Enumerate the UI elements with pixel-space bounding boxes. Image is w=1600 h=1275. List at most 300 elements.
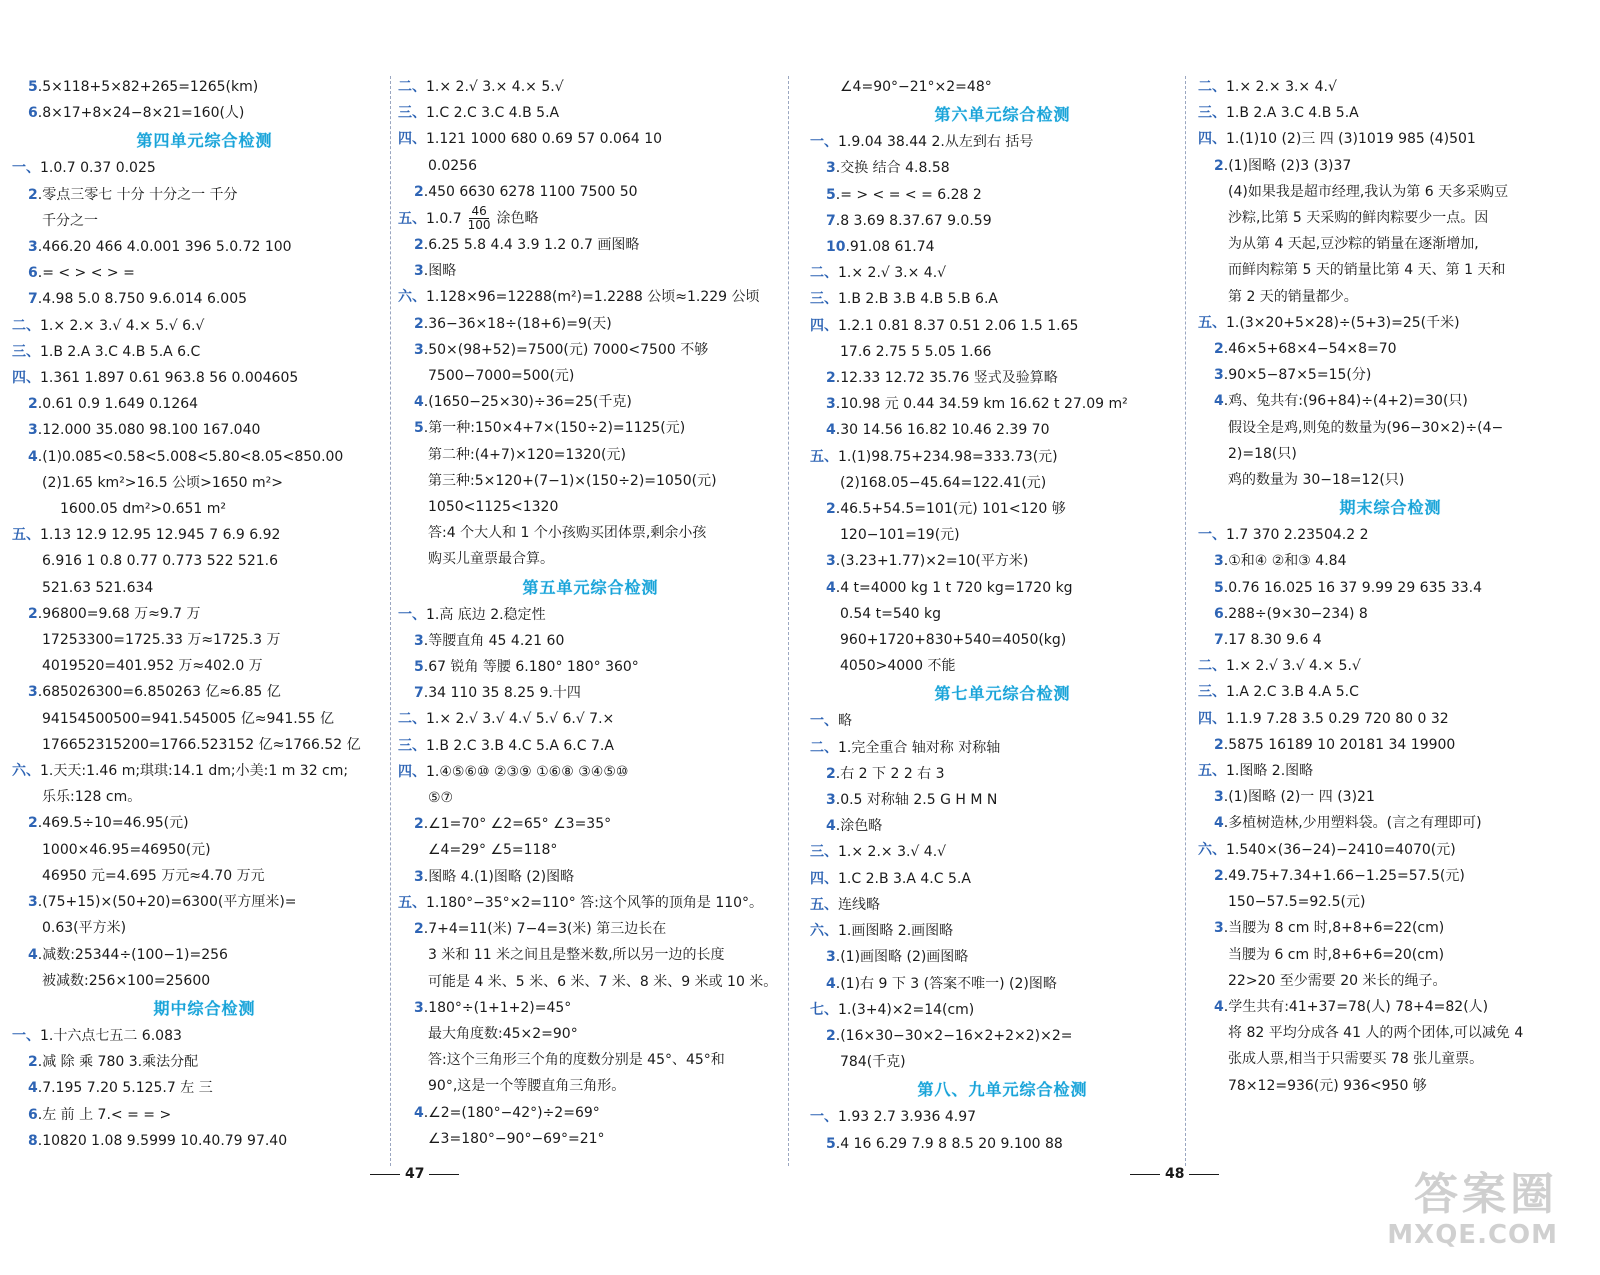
- item-body: .(75+15)×(50+20)=6300(平方厘米)=: [37, 894, 297, 911]
- item-marker: 五、: [810, 896, 838, 913]
- answer-text: [1214, 158, 1351, 174]
- item-body: 1.128×96=12288(m²)=1.2288 公顷≈1.229 公顷: [426, 289, 760, 306]
- answer-line: [398, 468, 783, 494]
- answer-text: [414, 237, 639, 253]
- item-body: 连线略: [838, 896, 880, 913]
- answer-text: 第三种:5×120+(7−1)×(150÷2)=1050(元): [428, 472, 717, 489]
- answer-text: 被减数:256×100=25600: [42, 972, 211, 989]
- item-marker: 一、: [398, 606, 426, 623]
- watermark-logo: [1387, 1169, 1558, 1250]
- answer-line: [1198, 784, 1583, 810]
- answer-line: [12, 444, 397, 470]
- item-marker: 2: [28, 186, 38, 203]
- item-body: 1.1.9 7.28 3.5 0.29 720 80 0 32: [1226, 710, 1449, 727]
- answer-text: 94154500500=941.545005 亿≈941.55 亿: [42, 710, 334, 727]
- answer-line: [12, 522, 397, 548]
- answer-text: 17.6 2.75 5 5.05 1.66: [840, 343, 992, 360]
- answer-text: [826, 396, 1128, 412]
- answer-line: [398, 153, 783, 179]
- item-body: .96800=9.68 万≈9.7 万: [37, 605, 201, 622]
- answer-line: [398, 654, 783, 680]
- item-marker: 一、: [810, 134, 838, 151]
- answer-line: [12, 1023, 397, 1049]
- item-marker: 3: [414, 999, 424, 1016]
- answer-line: [12, 417, 397, 443]
- item-body: .288÷(9×30−234) 8: [1223, 605, 1368, 622]
- answer-text: 鸡的数量为 30−18=12(只): [1228, 472, 1405, 489]
- answer-text: [1214, 920, 1444, 936]
- answer-line: [398, 602, 783, 628]
- answer-line: [1198, 627, 1583, 653]
- item-body: 1.180°−35°×2=110° 答:这个风筝的顶角是 110°。: [426, 894, 764, 911]
- item-marker: 2: [28, 396, 38, 413]
- answer-line: [12, 706, 397, 732]
- item-body: 1.× 2.× 3.√ 4.√: [838, 844, 947, 861]
- item-marker: 5: [1214, 579, 1224, 596]
- answer-text: [414, 869, 574, 885]
- answer-line: [398, 494, 783, 520]
- item-marker: 2: [414, 237, 424, 254]
- item-marker: 2: [28, 605, 38, 622]
- answer-text: [398, 211, 462, 227]
- item-marker: 六、: [398, 289, 426, 306]
- answer-text: [28, 947, 228, 963]
- item-body: .(1)画图略 (2)画图略: [835, 949, 969, 966]
- answer-text: [810, 897, 880, 913]
- item-body: 1.(3×20+5×28)÷(5+3)=25(千米): [1226, 314, 1460, 331]
- answer-line: [1198, 310, 1583, 336]
- item-body: 1.(3+4)×2=14(cm): [838, 1001, 975, 1018]
- answer-column-3: [810, 74, 1195, 1157]
- answer-line: [810, 417, 1195, 443]
- item-marker: 四、: [1198, 131, 1226, 148]
- answer-text: 120−101=19(元): [840, 527, 960, 544]
- answer-text: [414, 921, 666, 937]
- item-marker: 4: [28, 1080, 38, 1097]
- answer-line: [398, 733, 783, 759]
- item-body: .零点三零七 十分 十分之一 千分: [37, 186, 238, 203]
- answer-text: [398, 105, 559, 121]
- item-body: .(3.23+1.77)×2=10(平方米): [835, 553, 1029, 570]
- answer-text: [1198, 763, 1313, 779]
- answer-line: [810, 627, 1195, 653]
- item-marker: 二、: [810, 739, 838, 756]
- answer-line: [1198, 362, 1583, 388]
- answer-text: 购买儿童票最合算。: [428, 551, 554, 568]
- answer-line: [1198, 1020, 1583, 1046]
- answer-text: [810, 740, 1000, 756]
- item-marker: 一、: [12, 1027, 40, 1044]
- answer-line: [12, 1049, 397, 1075]
- item-marker: 六、: [12, 763, 40, 780]
- page-number-dash: [429, 1174, 459, 1175]
- item-body: .∠1=70° ∠2=65° ∠3=35°: [423, 816, 612, 833]
- answer-line: [1198, 810, 1583, 836]
- answer-line: [12, 915, 397, 941]
- answer-line: [12, 548, 397, 574]
- item-body: .4 t=4000 kg 1 t 720 kg=1720 kg: [835, 579, 1073, 596]
- answer-line: [12, 391, 397, 417]
- item-body: .30 14.56 16.82 10.46 2.39 70: [835, 422, 1050, 439]
- item-marker: 4: [1214, 998, 1224, 1015]
- answer-text: 将 82 平均分成各 41 人的两个团体,可以减免 4: [1228, 1025, 1524, 1042]
- answer-text: 0.54 t=540 kg: [840, 605, 942, 622]
- item-marker: 4: [1214, 815, 1224, 832]
- answer-text: [414, 633, 564, 649]
- answer-line: [12, 470, 397, 496]
- answer-text: ∠4=29° ∠5=118°: [428, 842, 558, 859]
- answer-text: [1198, 79, 1337, 95]
- answer-line: [398, 520, 783, 546]
- answer-line: [12, 1128, 397, 1154]
- answer-text: [1198, 711, 1449, 727]
- item-marker: 3: [826, 949, 836, 966]
- answer-text: [826, 160, 950, 176]
- answer-line: [12, 1102, 397, 1128]
- item-body: 1.完全重合 轴对称 对称轴: [838, 739, 1001, 756]
- item-body: 1.A 2.C 3.B 4.A 5.C: [1226, 684, 1359, 701]
- item-body: .10820 1.08 9.5999 10.40.79 97.40: [37, 1132, 288, 1149]
- answer-text: [1214, 868, 1465, 884]
- answer-line: [12, 810, 397, 836]
- answer-text: [28, 1054, 198, 1070]
- answer-text: 千分之一: [42, 212, 98, 229]
- answer-line: [12, 100, 397, 126]
- item-marker: 2: [414, 315, 424, 332]
- item-marker: 4: [28, 946, 38, 963]
- answer-line: [398, 759, 783, 785]
- answer-line: [12, 601, 397, 627]
- answer-line: [12, 496, 397, 522]
- answer-text: 90°,这是一个等腰直角三角形。: [428, 1078, 626, 1095]
- answer-text: [1214, 632, 1322, 648]
- answer-text: 第二种:(4+7)×120=1320(元): [428, 446, 626, 463]
- section-title: 第八、九单元综合检测: [917, 1080, 1088, 1100]
- answer-line: [398, 258, 783, 284]
- item-body: 1.93 2.7 3.936 4.97: [838, 1109, 977, 1126]
- answer-text: 2)=18(只): [1228, 445, 1297, 462]
- answer-line: [12, 679, 397, 705]
- item-body: .多植树造林,少用塑料袋。(言之有理即可): [1223, 815, 1482, 832]
- item-marker: 2: [826, 765, 836, 782]
- answer-text: [826, 370, 1058, 386]
- answer-line: [1198, 915, 1583, 941]
- page-number-dash: [370, 1174, 400, 1175]
- item-body: .5875 16189 10 20181 34 19900: [1223, 736, 1456, 753]
- item-marker: 4: [414, 1104, 424, 1121]
- answer-line: [810, 653, 1195, 679]
- answer-line: [398, 916, 783, 942]
- answer-text: [826, 501, 1066, 517]
- item-marker: 三、: [810, 844, 838, 861]
- answer-line: [810, 813, 1195, 839]
- item-body: .46×5+68×4−54×8=70: [1223, 341, 1397, 358]
- answer-line: [810, 866, 1195, 892]
- item-body: .交换 结合 4.8.58: [835, 160, 950, 177]
- answer-text: 176652315200=1766.523152 亿≈1766.52 亿: [42, 736, 361, 753]
- answer-text: [826, 1028, 1073, 1044]
- answer-text: [398, 131, 662, 147]
- answer-text: [414, 263, 456, 279]
- item-body: .0.76 16.025 16 37 9.99 29 635 33.4: [1223, 579, 1483, 596]
- answer-text: [12, 527, 280, 543]
- answer-line: [398, 363, 783, 389]
- answer-text: [414, 816, 611, 832]
- answer-line: [810, 944, 1195, 970]
- item-body: .67 锐角 等腰 6.180° 180° 360°: [423, 659, 639, 676]
- answer-text: [28, 1080, 213, 1096]
- answer-text: [414, 316, 612, 332]
- answer-text: 4050>4000 不能: [840, 658, 956, 675]
- item-marker: 一、: [810, 1109, 838, 1126]
- item-body: 1.(1)10 (2)三 四 (3)1019 985 (4)501: [1226, 131, 1476, 148]
- answer-line: [1198, 889, 1583, 915]
- item-marker: 五、: [810, 448, 838, 465]
- answer-line: [1198, 522, 1583, 548]
- answer-text: [414, 1000, 571, 1016]
- answer-text: 答:4 个大人和 1 个小孩购买团体票,剩余小孩: [428, 525, 707, 542]
- answer-line: [398, 179, 783, 205]
- item-marker: 4: [826, 818, 836, 835]
- answer-line: [1198, 153, 1583, 179]
- answer-text: [398, 764, 628, 780]
- answer-text: 乐乐:128 cm。: [42, 789, 142, 806]
- answer-line: [1198, 1073, 1583, 1099]
- answer-text: ⑤⑦: [428, 790, 454, 807]
- item-body: 1.× 2.√ 3.√ 4.× 5.√: [1226, 658, 1361, 675]
- section-title: 第六单元综合检测: [934, 105, 1071, 125]
- item-body: .8 3.69 8.37.67 9.0.59: [835, 212, 992, 229]
- item-body: 1.B 2.B 3.B 4.B 5.B 6.A: [838, 291, 998, 308]
- answer-line: [810, 892, 1195, 918]
- answer-text: 22>20 至少需要 20 米长的绳子。: [1228, 972, 1447, 989]
- answer-text: [1214, 999, 1488, 1015]
- item-marker: 3: [414, 341, 424, 358]
- item-marker: 一、: [12, 160, 40, 177]
- answer-line: [810, 522, 1195, 548]
- answer-text: [1198, 658, 1361, 674]
- answer-line: [1198, 863, 1583, 889]
- item-body: 1.× 2.√ 3.× 4.√: [838, 265, 947, 282]
- item-body: .(1)0.085<0.58<5.008<5.80<8.05<850.00: [37, 448, 344, 465]
- item-marker: 2: [1214, 157, 1224, 174]
- item-body: 1.画图略 2.画图略: [838, 923, 954, 940]
- item-marker: 一、: [1198, 527, 1226, 544]
- item-body: 1.13 12.9 12.95 12.945 7 6.9 6.92: [40, 527, 281, 544]
- answer-line: [398, 337, 783, 363]
- answer-text: [28, 239, 292, 255]
- answer-line: [810, 365, 1195, 391]
- item-marker: 6: [28, 1106, 38, 1123]
- item-marker: 二、: [398, 711, 426, 728]
- item-body: .180°÷(1+1+2)=45°: [423, 999, 572, 1016]
- answer-line: [810, 997, 1195, 1023]
- item-body: .12.33 12.72 35.76 竖式及验算略: [835, 370, 1058, 387]
- answer-text: [414, 659, 639, 675]
- answer-line: [810, 391, 1195, 417]
- answer-line: [12, 627, 397, 653]
- answer-line: [398, 680, 783, 706]
- answer-text: [398, 895, 763, 911]
- answer-text: 1050<1125<1320: [428, 499, 559, 516]
- answer-line: [1198, 548, 1583, 574]
- item-marker: 3: [28, 422, 38, 439]
- answer-line: [1198, 679, 1583, 705]
- answer-line: [398, 100, 783, 126]
- answer-line: [1198, 415, 1583, 441]
- answer-text: [1198, 684, 1359, 700]
- answer-line: [398, 232, 783, 258]
- answer-line: [810, 601, 1195, 627]
- item-marker: 三、: [398, 105, 426, 122]
- answer-text: [1198, 842, 1456, 858]
- answer-text: [826, 553, 1028, 569]
- answer-line: [810, 286, 1195, 312]
- item-body: 1.(1)98.75+234.98=333.73(元): [838, 448, 1058, 465]
- item-marker: 3: [28, 239, 38, 256]
- answer-line: [12, 863, 397, 889]
- answer-text: 7500−7000=500(元): [428, 368, 575, 385]
- item-body: .= > < = < = 6.28 2: [835, 186, 982, 203]
- section-title: 第五单元综合检测: [522, 577, 659, 597]
- section-title: 第四单元综合检测: [136, 131, 273, 151]
- item-body: .(1)图略 (2)3 (3)37: [1223, 157, 1352, 174]
- answer-line: [810, 208, 1195, 234]
- answer-text: [12, 370, 298, 386]
- answer-line: [1198, 100, 1583, 126]
- answer-line: [398, 628, 783, 654]
- item-marker: 三、: [1198, 105, 1226, 122]
- item-marker: 8: [28, 1132, 38, 1149]
- item-body: 1.× 2.× 3.√ 4.× 5.√ 6.√: [40, 317, 205, 334]
- answer-line: [810, 918, 1195, 944]
- answer-line: [12, 732, 397, 758]
- answer-line: [810, 1131, 1195, 1157]
- item-marker: 3: [414, 868, 424, 885]
- answer-line: [1198, 732, 1583, 758]
- answer-line: [398, 546, 783, 572]
- answer-line: [12, 260, 397, 286]
- item-body: 1.B 2.A 3.C 4.B 5.A 6.C: [40, 343, 201, 360]
- item-body: .图略 4.(1)图略 (2)图略: [423, 868, 575, 885]
- answer-line: [810, 708, 1195, 734]
- answer-text: [398, 79, 564, 95]
- answer-line: [398, 389, 783, 415]
- section-title: 第七单元综合检测: [934, 684, 1071, 704]
- item-marker: 7: [1214, 632, 1224, 649]
- answer-line: [810, 496, 1195, 522]
- answer-text: [826, 239, 935, 255]
- item-marker: 2: [826, 501, 836, 518]
- item-body: .450 6630 6278 1100 7500 50: [423, 183, 638, 200]
- answer-line: [1198, 388, 1583, 414]
- answer-text-after: 涂色略: [496, 210, 539, 227]
- item-body: .第一种:150×4+7×(150÷2)=1125(元): [423, 420, 686, 437]
- item-marker: 4: [826, 975, 836, 992]
- answer-line: [810, 260, 1195, 286]
- answer-line: [810, 234, 1195, 260]
- answer-text: [398, 607, 546, 623]
- answer-text: 可能是 4 米、5 米、6 米、7 米、8 米、9 米或 10 米。: [428, 973, 778, 990]
- answer-text: [1214, 815, 1482, 831]
- item-body: 1.0.7: [426, 210, 462, 227]
- item-body: .涂色略: [835, 818, 883, 835]
- item-marker: 3: [826, 792, 836, 809]
- answer-line: [398, 1073, 783, 1099]
- item-body: 1.④⑤⑥⑩ ②③⑨ ①⑥⑧ ③④⑤⑩: [426, 763, 629, 780]
- answer-line: [810, 971, 1195, 997]
- answer-text: [826, 422, 1050, 438]
- answer-text: [810, 1002, 974, 1018]
- answer-text: 沙粽,比第 5 天采购的鲜肉粽要少一点。因: [1228, 210, 1489, 227]
- item-body: 1.× 2.√ 3.√ 4.√ 5.√ 6.√ 7.×: [426, 711, 615, 728]
- item-marker: 4: [826, 579, 836, 596]
- item-marker: 三、: [398, 737, 426, 754]
- answer-text: [1198, 315, 1460, 331]
- page-number-text: 47: [405, 1166, 425, 1182]
- item-marker: 一、: [810, 713, 838, 730]
- answer-text: (2)1.65 km²>16.5 公顷>1650 m²>: [42, 474, 283, 491]
- item-marker: 四、: [810, 870, 838, 887]
- item-marker: 4: [28, 448, 38, 465]
- fraction-numerator: 46: [471, 205, 487, 219]
- item-body: .①和④ ②和③ 4.84: [1223, 553, 1347, 570]
- answer-line: [1198, 179, 1583, 205]
- answer-text: ∠4=90°−21°×2=48°: [840, 79, 992, 95]
- item-marker: 4: [414, 394, 424, 411]
- item-marker: 四、: [1198, 710, 1226, 727]
- item-body: 1.图略 2.图略: [1226, 763, 1314, 780]
- item-marker: 五、: [12, 527, 40, 544]
- item-body: 1.高 底边 2.稳定性: [426, 606, 546, 623]
- answer-text: [826, 187, 982, 203]
- answer-text: [12, 318, 204, 334]
- answer-text: [810, 713, 852, 729]
- answer-line: [810, 735, 1195, 761]
- item-marker: 7: [826, 212, 836, 229]
- item-body: .12.000 35.080 98.100 167.040: [37, 422, 261, 439]
- answer-text: [28, 265, 135, 281]
- answer-line: [12, 758, 397, 784]
- item-body: .685026300=6.850263 亿≈6.85 亿: [37, 684, 281, 701]
- answer-text: 当腰为 6 cm 时,8+6+6=20(cm): [1228, 946, 1445, 963]
- item-marker: 3: [414, 632, 424, 649]
- answer-text: 4019520=401.952 万≈402.0 万: [42, 658, 263, 675]
- answer-line: [1198, 126, 1583, 152]
- answer-line: [398, 785, 783, 811]
- answer-line: [398, 837, 783, 863]
- answer-line: [398, 311, 783, 337]
- page-number-text: 48: [1165, 1166, 1185, 1182]
- answer-line: [1198, 575, 1583, 601]
- answer-text: 1000×46.95=46950(元): [42, 841, 211, 858]
- item-body: .4 16 6.29 7.9 8 8.5 20 9.100 88: [835, 1135, 1063, 1152]
- answer-line: [1198, 257, 1583, 283]
- item-marker: 3: [1214, 367, 1224, 384]
- item-body: .减数:25344÷(100−1)=256: [37, 946, 228, 963]
- item-marker: 二、: [1198, 79, 1226, 95]
- item-body: 1.十六点七五二 6.083: [40, 1027, 182, 1044]
- answer-text: [810, 871, 971, 887]
- item-marker: 二、: [1198, 658, 1226, 675]
- answer-line: [12, 208, 397, 234]
- answer-text: (2)168.05−45.64=122.41(元): [840, 474, 1047, 491]
- item-body: 略: [838, 713, 852, 730]
- item-marker: 2: [1214, 867, 1224, 884]
- answer-line: [810, 339, 1195, 365]
- answer-line: [398, 864, 783, 890]
- item-body: 1.天天:1.46 m;琪琪:14.1 dm;小美:1 m 32 cm;: [40, 763, 349, 780]
